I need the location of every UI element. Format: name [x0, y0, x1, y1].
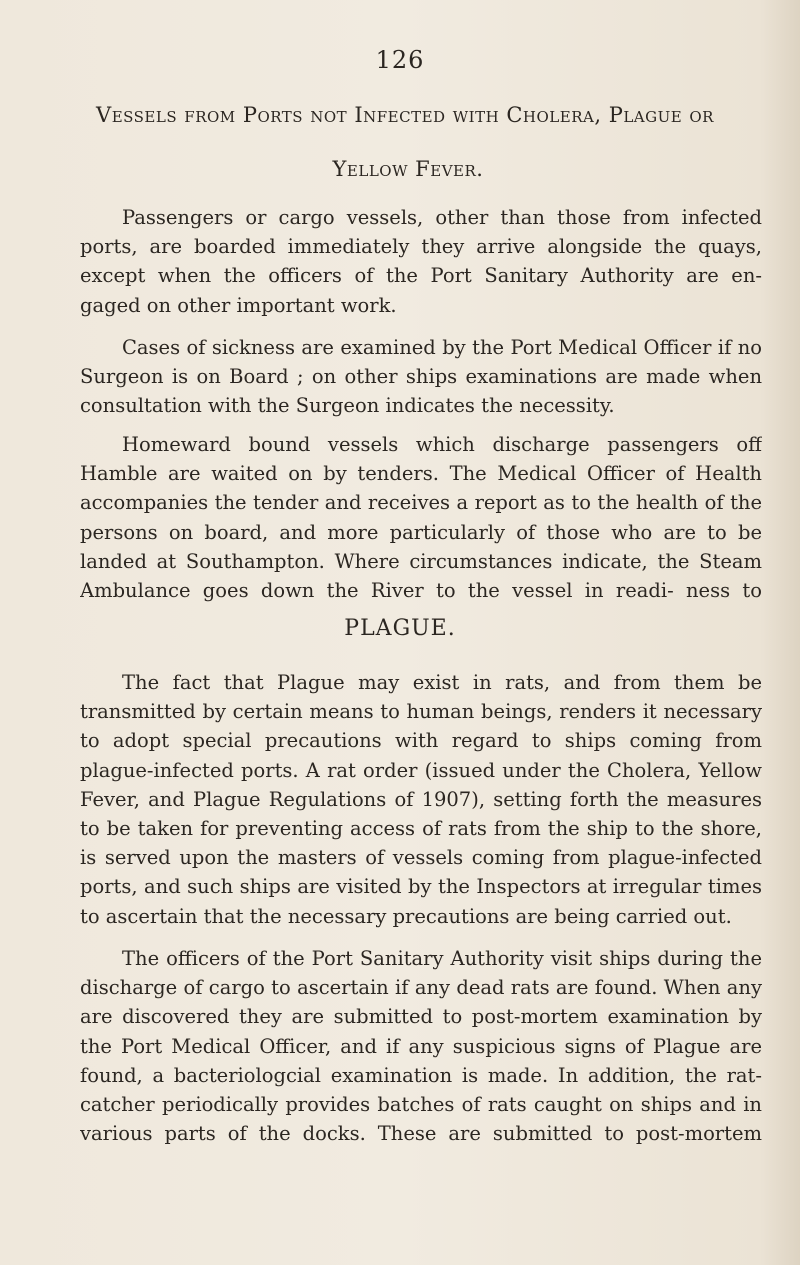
paragraph-sickness: Cases of sickness are examined by the Port Medical Officer if no Surgeon is on Board ; on other ships examinations are made when consultation with the Surgeon indicates the necessity.: [80, 336, 762, 418]
page-number: 126: [375, 46, 425, 74]
heading-line-2: Yellow Fever.: [332, 157, 484, 181]
paragraph-homeward: Homeward bound vessels which discharge passengers off Hamble are waited on by tenders. The Medical Officer of Health accompanies the tender and receives a report as to the health of the persons on board, and more particularly of those who are to be landed at Southampton. Where circumstances indicate, the Steam Ambulance goes down the River to the vessel in readi- ness to: [80, 433, 762, 603]
paragraph-officers-visit: The officers of the Port Sanitary Authority visit ships during the discharge of cargo to ascertain if any dead rats are found. When any are discovered they are submitted to post-mortem examination by the Port Medical Officer, and if any suspicious signs of Plague are found, a bacteriologcial examination is made. In addition, the rat-catcher periodically provides batches of rats caught on ships and in various parts of the docks. These are submitted to post-mortem: [80, 947, 762, 1146]
heading-line-1: Vessels from Ports not Infected with Cholera, Plague or: [96, 103, 714, 127]
paragraph-boarding: Passengers or cargo vessels, other than those from infected ports, are boarded immediately they arrive alongside the quays, except when the officers of the Port Sanitary Authority are en- gaged on other important work.: [80, 206, 762, 317]
section-title-plague: PLAGUE.: [344, 616, 456, 641]
paragraph-plague-rats: The fact that Plague may exist in rats, and from them be transmitted by certain means to human beings, renders it necessary to adopt special precautions with regard to ships coming from plague-infected ports. A rat order (issued under the Cholera, Yellow Fever, and Plague Regulations of 1907), setting forth the measures to be taken for preventing access of rats from the ship to the shore, is served upon the masters of vessels coming from plague-infected ports, and such ships are visited by the Inspectors at irregular times to ascertain that the necessary precautions are being carried out.: [80, 671, 762, 928]
